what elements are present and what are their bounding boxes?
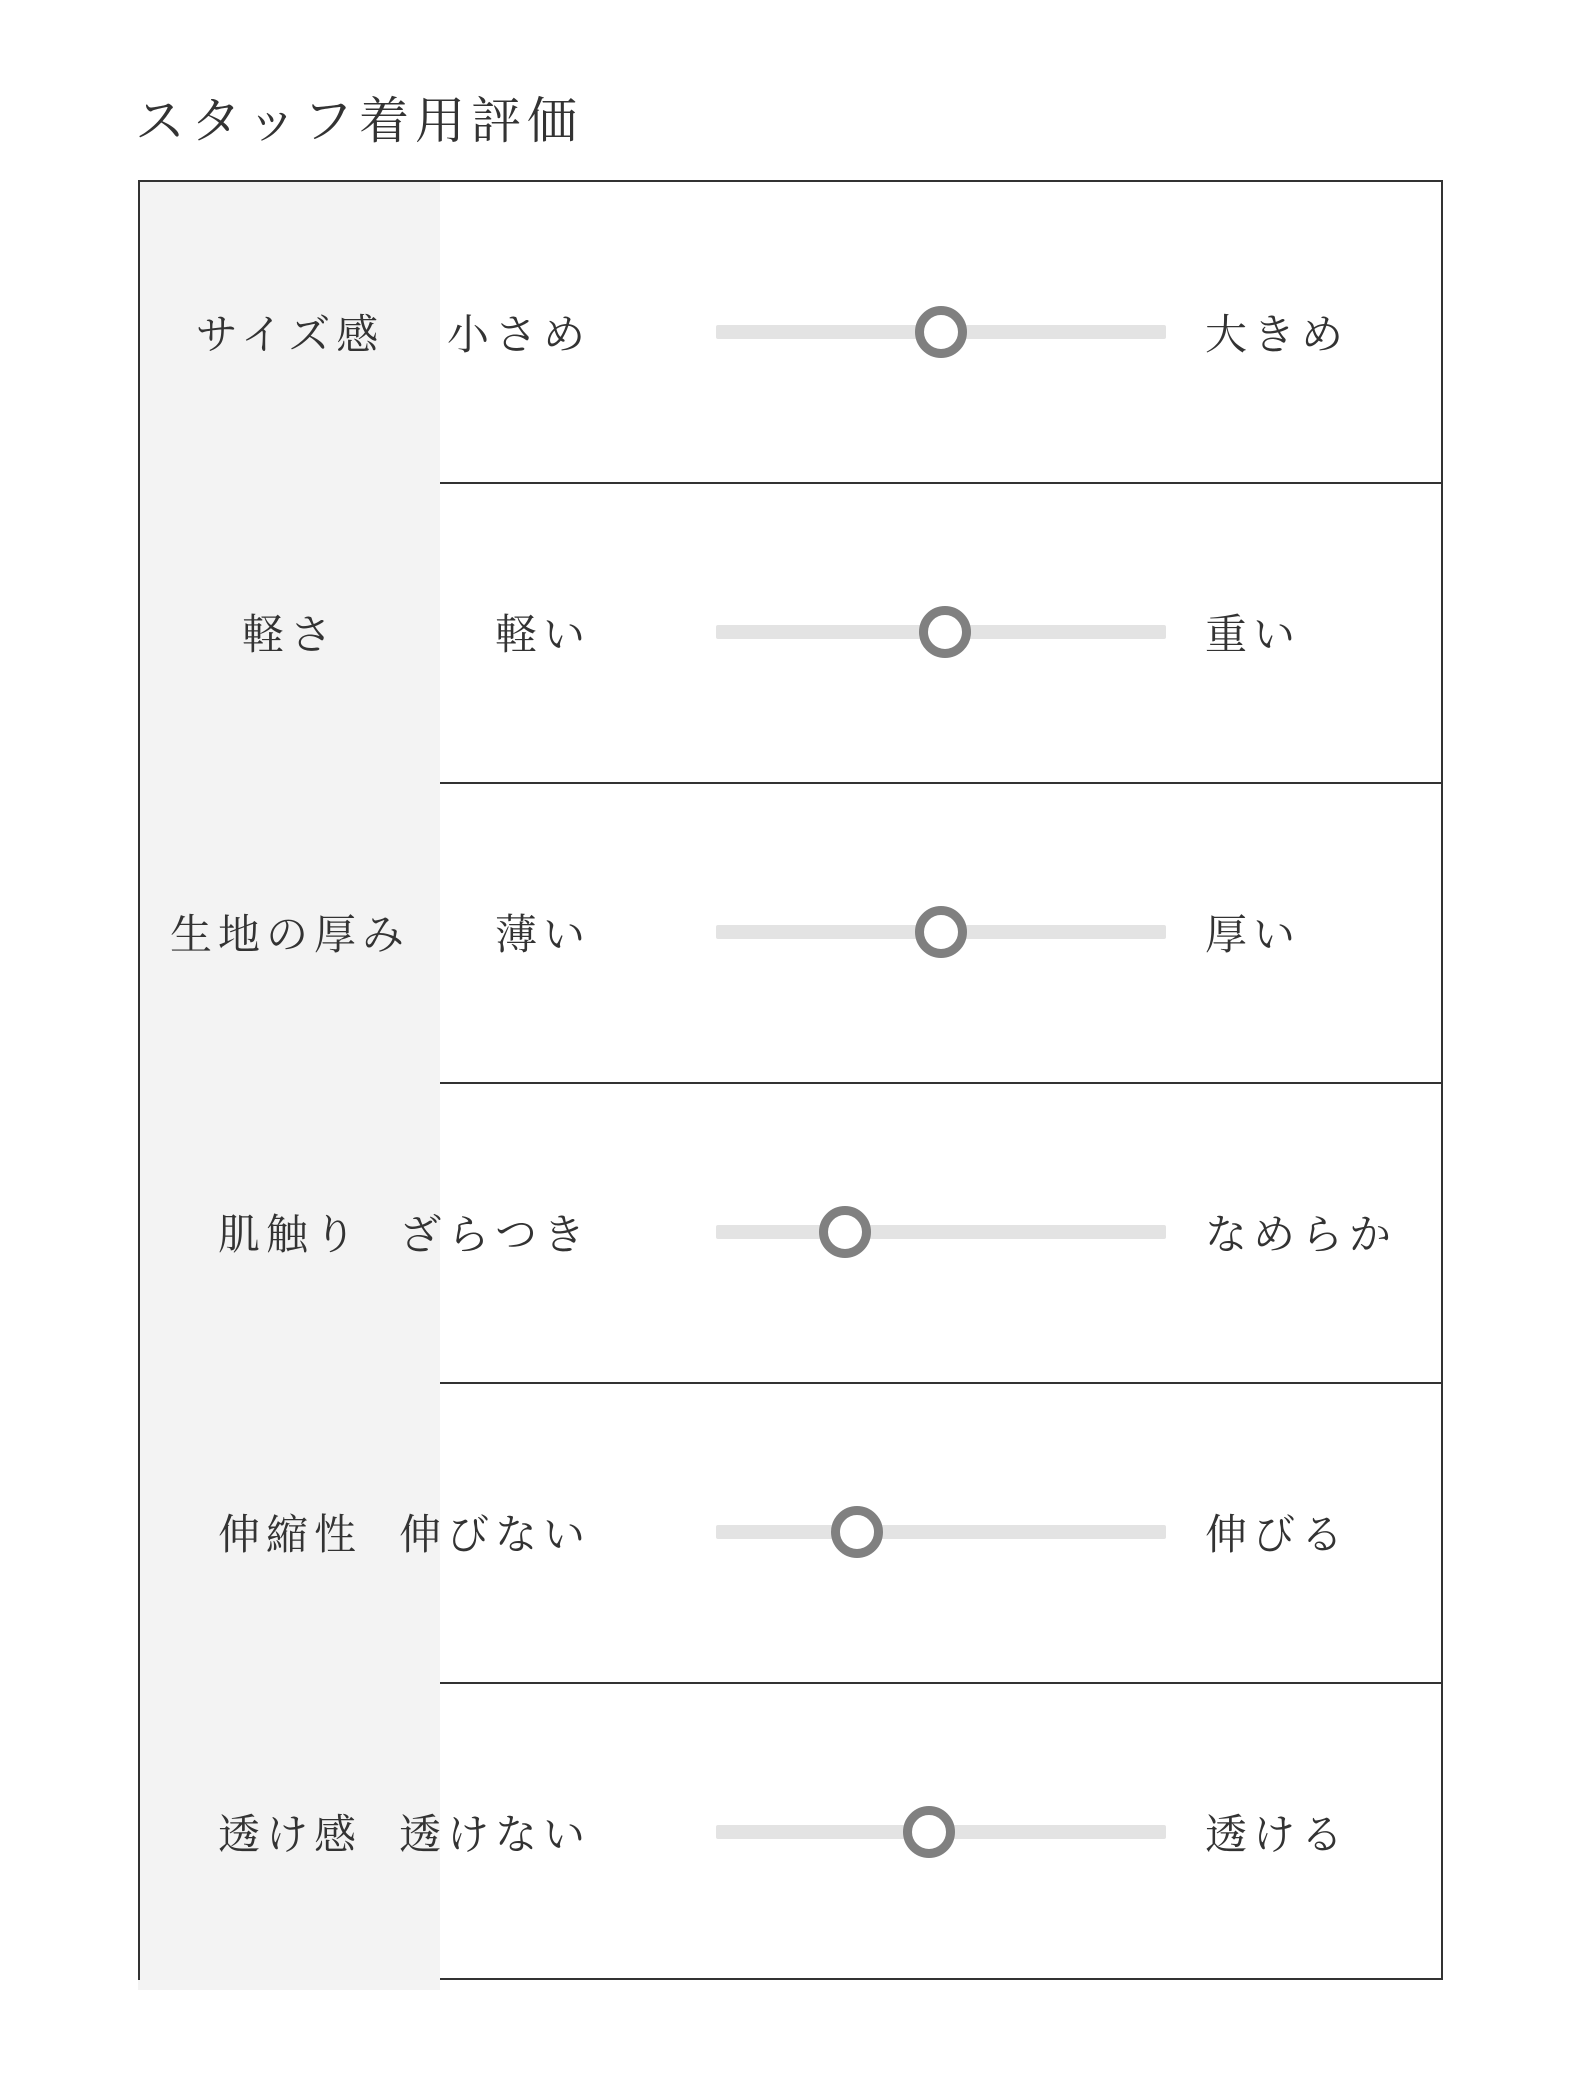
rating-row-sheerness	[140, 1682, 1441, 1982]
rating-slider-knob	[915, 306, 967, 358]
rating-slider-knob	[819, 1206, 871, 1258]
scale-max-label: 伸びる	[1205, 1510, 1350, 1559]
rating-table	[138, 180, 1443, 1980]
rating-label-cell	[140, 782, 440, 1082]
rating-slider-knob	[903, 1806, 955, 1858]
rating-row-texture	[140, 1082, 1441, 1382]
scale-max-label: 厚い	[1205, 910, 1302, 959]
scale-min-label: ざらつき	[399, 1210, 591, 1259]
label-column-tail	[138, 1980, 440, 1990]
scale-max-label: 重い	[1205, 610, 1302, 659]
scale-max-label: なめらか	[1205, 1210, 1398, 1259]
scale-min-label: 軽い	[494, 610, 591, 659]
rating-label-cell	[140, 1082, 440, 1382]
rating-slider-track	[716, 1525, 1166, 1539]
rating-label-cell	[140, 1382, 440, 1682]
rating-row-weight	[140, 482, 1441, 782]
rating-slider-knob	[919, 606, 971, 658]
scale-min-label: 小さめ	[446, 310, 591, 359]
rating-slider-track	[716, 1225, 1166, 1239]
rating-label-cell	[140, 1682, 440, 1982]
rating-label-cell	[140, 182, 440, 482]
rating-row-size	[140, 182, 1441, 482]
rating-label: 透け感	[217, 1810, 362, 1859]
rating-label: 生地の厚み	[169, 910, 410, 959]
scale-min-label: 伸びない	[398, 1510, 591, 1559]
rating-slider-knob	[915, 906, 967, 958]
rating-row-stretch	[140, 1382, 1441, 1682]
scale-max-label: 大きめ	[1205, 310, 1350, 359]
rating-label-cell	[140, 482, 440, 782]
rating-row-thickness	[140, 782, 1441, 1082]
rating-label: 伸縮性	[217, 1510, 362, 1559]
scale-min-label: 透けない	[398, 1810, 591, 1859]
scale-min-label: 薄い	[494, 910, 591, 959]
page-title: スタッフ着用評価	[135, 92, 583, 150]
scale-max-label: 透ける	[1205, 1810, 1350, 1859]
rating-slider-knob	[831, 1506, 883, 1558]
rating-label: 肌触り	[217, 1210, 362, 1259]
rating-label: 軽さ	[241, 610, 338, 659]
rating-label: サイズ感	[195, 310, 385, 359]
